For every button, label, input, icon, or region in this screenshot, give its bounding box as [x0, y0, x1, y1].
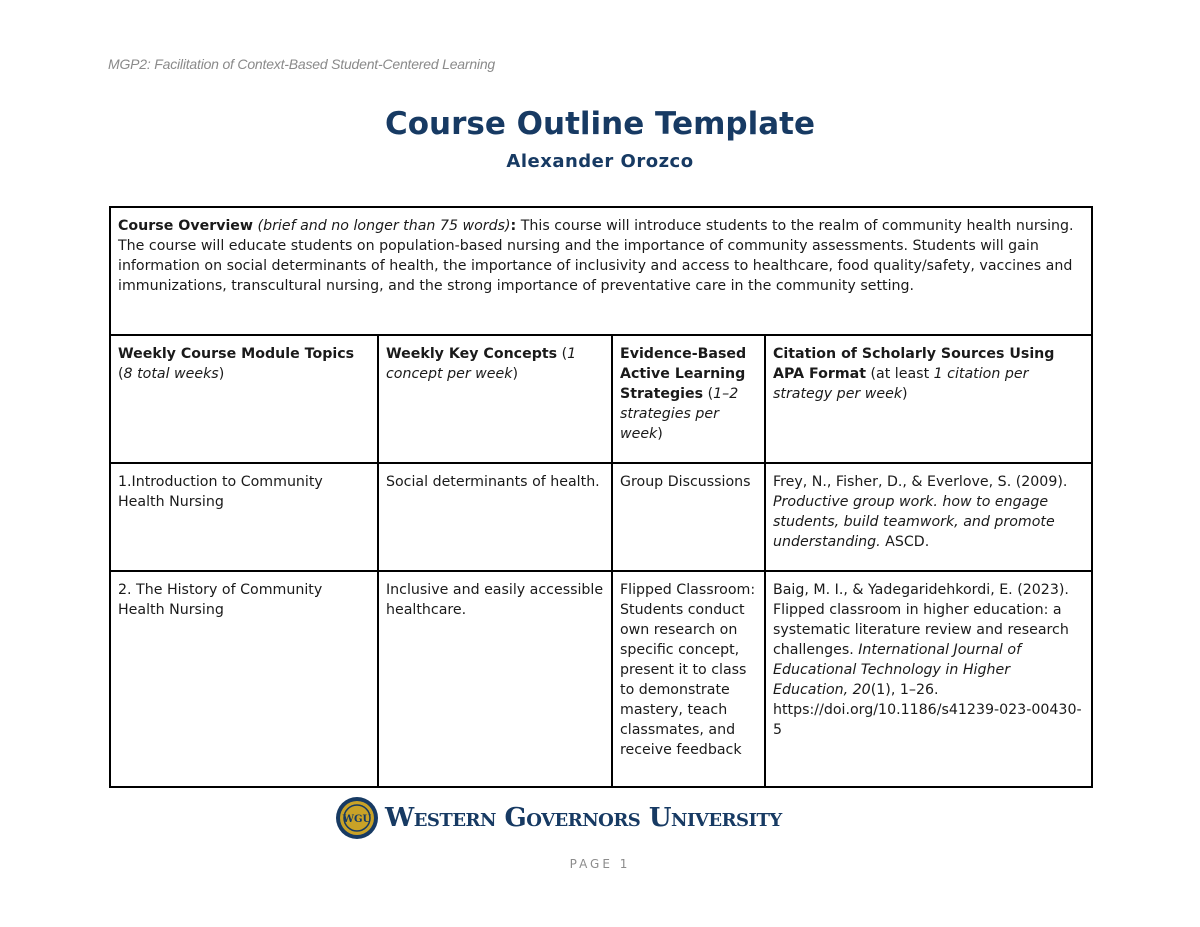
university-name: Western Governors University: [385, 803, 782, 833]
citations-label: Citation of Scholarly Sources Using APA Format: [773, 346, 1055, 382]
citation-cell: [765, 463, 1092, 571]
seal-text: WGU: [342, 814, 372, 825]
table-row: [110, 463, 1092, 571]
citation-authors: Frey, N., Fisher, D., & Everlove, S. (2009).: [773, 474, 1068, 490]
strategy-cell: Flipped Classroom: Students conduct own research on specific concept, present it to class to demonstrate mastery, teach classmates, and receive feedback: [612, 571, 765, 787]
citation-title: Productive group work. how to engage students, build teamwork, and promote understanding.: [773, 494, 1055, 550]
header-cell-topics: [110, 335, 378, 463]
page-number: PAGE 1: [569, 857, 631, 871]
topic-cell: 2. The History of Community Health Nursing: [110, 571, 378, 787]
header-cell-citations: [765, 335, 1092, 463]
concept-cell: Inclusive and easily accessible healthcare.: [378, 571, 612, 787]
topics-open: (: [118, 366, 124, 382]
header-cell-strategies: [612, 335, 765, 463]
concepts-label: Weekly Key Concepts: [386, 346, 558, 362]
citation-cell: [765, 571, 1092, 787]
topics-label: Weekly Course Module Topics: [118, 346, 355, 362]
course-overview-cell: [110, 207, 1092, 335]
course-outline-table: [109, 206, 1093, 788]
concept-cell: Social determinants of health.: [378, 463, 612, 571]
citations-hint: 1 citation per strategy per week: [773, 366, 1029, 402]
page-title: Course Outline Template: [385, 106, 815, 142]
topics-close: ): [218, 366, 225, 382]
concepts-hint-a: 1: [567, 346, 577, 362]
strategies-hint: 1–2 strategies per week: [620, 386, 739, 442]
citation-rest: (1), 1–26. https://doi.org/10.1186/s41239-023-00430-5: [773, 682, 1082, 738]
overview-hint: (brief and no longer than 75 words): [257, 218, 511, 234]
concepts-close: ): [512, 366, 518, 382]
topics-hint: 8 total weeks: [123, 366, 219, 382]
strategy-cell: Group Discussions: [612, 463, 765, 571]
strategies-label: Evidence-Based Active Learning Strategies: [620, 346, 747, 402]
citation-rest: ASCD.: [880, 534, 930, 550]
citations-pre: (at least: [866, 366, 934, 382]
overview-text: This course will introduce students to the realm of community health nursing. The course will educate students on population-based nursing and the importance of community assessments. Students will gain information on social determinants of health, the importance of inclusivity and access to healthcare, food quality/safety, vaccines and immunizations, transcultural nursing, and the strong importance of preventative care in the community setting.: [118, 218, 1074, 294]
concepts-hint-b: concept per week: [386, 366, 513, 382]
overview-label: Course Overview: [118, 218, 254, 234]
strategies-open: (: [703, 386, 714, 402]
citations-close: ): [902, 386, 908, 402]
header-cell-concepts: [378, 335, 612, 463]
citation-authors: Baig, M. I., & Yadegaridehkordi, E. (2023). Flipped classroom in higher education: a systematic literature review and research challenges.: [773, 582, 1069, 658]
table-row: [110, 571, 1092, 787]
header-note: MGP2: Facilitation of Context-Based Student-Centered Learning: [108, 56, 496, 72]
wgu-seal-icon: [335, 796, 379, 840]
citation-journal: International Journal of Educational Technology in Higher Education, 20: [773, 642, 1022, 698]
strategies-close: ): [657, 426, 663, 442]
author-name: Alexander Orozco: [506, 151, 694, 172]
wgu-logo: [335, 796, 782, 840]
topic-cell: 1.Introduction to Community Health Nursing: [110, 463, 378, 571]
overview-colon: :: [510, 218, 517, 234]
concepts-open: (: [557, 346, 568, 362]
